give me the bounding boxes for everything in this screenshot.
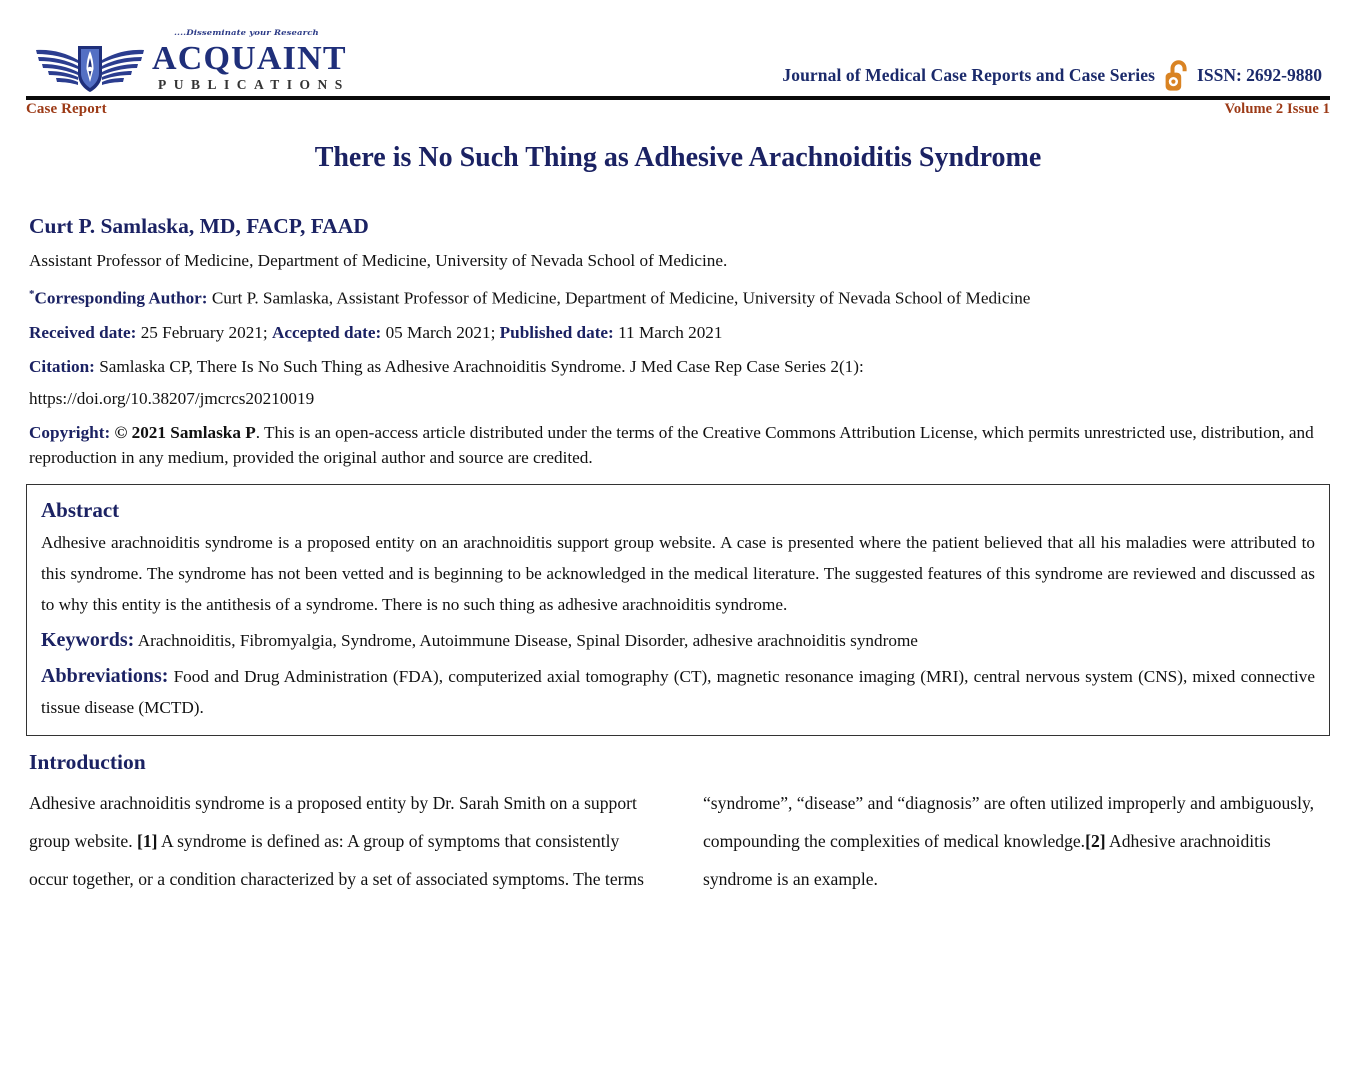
copyright-text: . This is an open-access article distributed under the terms of the Creative Commons Attribution License, which permits unrestricted use, distribution, and reproduction in any medium, provided the original author and source are credited. [29,422,1314,467]
journal-identity [782,58,1322,92]
publisher-subtitle: PUBLICATIONS [158,77,350,92]
introduction-paragraph-right [703,784,1321,898]
copyright-holder: © 2021 Samlaska P [114,422,256,442]
intro-left-text-a: Adhesive arachnoiditis syndrome is a proposed entity by Dr. Sarah Smith on a support group website. [29,792,637,851]
keywords-line [41,625,1315,656]
corresponding-author-value: Curt P. Samlaska, Assistant Professor of Medicine, Department of Medicine, University of Nevada School of Medicine [211,288,1031,308]
intro-right-text-a: “syndrome”, “disease” and “diagnosis” are often utilized improperly and ambiguously, compounding the complexities of medical knowledge. [703,792,1315,851]
publisher-wordmark [152,28,350,94]
received-date-value: 25 February 2021; [140,322,268,342]
citation-label: Citation: [29,356,95,376]
corresponding-author-line [29,273,1330,311]
citation-line [29,345,1330,379]
accepted-date-label: Accepted date: [271,322,382,342]
introduction-column-right [703,784,1321,898]
corresponding-author-label: Corresponding Author: [34,288,208,308]
abbreviations-label: Abbreviations: [41,664,169,687]
abbreviations-line [41,661,1315,723]
doi-line[interactable] [29,379,1330,411]
abstract-body: Adhesive arachnoiditis syndrome is a proposed entity on an arachnoiditis support group website. A case is presented where the patient believed that all his maladies were attributed to this syndrome. The syndrome has not been vetted and is beginning to be acknowledged in the medical literature. The suggested features of this syndrome are reviewed and discussed as to why this entity is the antithesis of a syndrome. There is no such thing as adhesive arachnoiditis syndrome. [41,532,1315,614]
abstract-heading: Abstract [41,497,120,522]
introduction-column-left [29,784,647,898]
doi-link[interactable]: https://doi.org/10.38207/jmcrcs20210019 [29,388,315,408]
page-title: There is No Such Thing as Adhesive Arachnoiditis Syndrome [314,142,1042,173]
published-date-label: Published date: [499,322,614,342]
reference-2[interactable]: [2] [1085,830,1106,851]
winged-shield-pen-logo-icon [34,36,146,94]
published-date-value: 11 March 2021 [618,322,723,342]
abstract-box [26,484,1330,736]
article-type-label: Case Report [26,101,107,117]
intro-left-text-b: A syndrome is defined as: A group of symptoms that consistently occur together, or a condition characterized by a set of associated symptoms. The terms [29,830,645,889]
article-metadata [29,239,1330,470]
keywords-value: Arachnoiditis, Fibromyalgia, Syndrome, Autoimmune Disease, Spinal Disorder, adhesive arachnoiditis syndrome [137,630,918,650]
article-type-bar [26,100,1330,118]
author-name: Curt P. Samlaska, MD, FACP, FAAD [29,214,369,238]
publisher-tagline: ....Disseminate your Research [174,28,319,38]
issn-label: ISSN: 2692-9880 [1197,64,1322,85]
citation-value: Samlaska CP, There Is No Such Thing as Adhesive Arachnoiditis Syndrome. J Med Case Rep Case Series 2(1): [99,356,864,376]
received-date-label: Received date: [29,322,137,342]
introduction-paragraph-left [29,784,647,898]
publisher-logo [34,28,350,94]
affiliation-text: Assistant Professor of Medicine, Department of Medicine, University of Nevada School of Medicine. [29,251,728,270]
affiliation-line [29,239,1330,273]
copyright-line [29,411,1330,470]
dates-line [29,311,1330,345]
introduction-columns [29,784,1330,898]
reference-1[interactable]: [1] [137,830,158,851]
abbreviations-value: Food and Drug Administration (FDA), computerized axial tomography (CT), magnetic resonance imaging (MRI), central nervous system (CNS), mixed connective tissue disease (MCTD). [41,666,1316,717]
intro-right-text-b: Adhesive arachnoiditis syndrome is an example. [703,830,1271,889]
keywords-label: Keywords: [41,628,135,651]
masthead [26,0,1330,96]
journal-title: Journal of Medical Case Reports and Case Series [782,64,1156,85]
volume-issue-label: Volume 2 Issue 1 [1224,101,1330,117]
open-access-lock-icon [1164,58,1190,92]
accepted-date-value: 05 March 2021; [385,322,496,342]
introduction-heading: Introduction [29,749,146,774]
corresponding-author-asterisk: * [29,288,35,300]
publisher-name: ACQUAINT [152,40,347,77]
copyright-label: Copyright: [29,422,111,442]
